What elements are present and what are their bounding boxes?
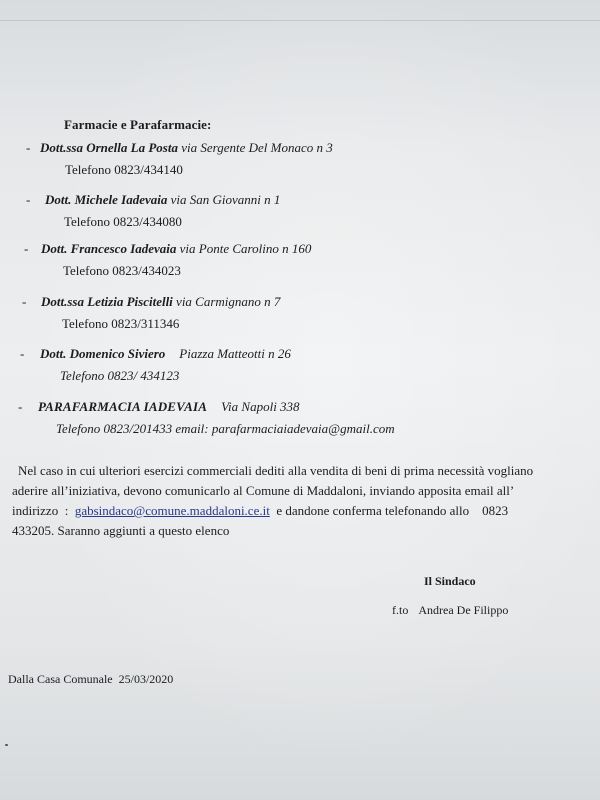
pharmacy-entry [24, 241, 311, 279]
paper-fold-line [0, 20, 600, 21]
pharmacy-phone: Telefono 0823/ 434123 [60, 368, 180, 383]
pharmacy-entry [22, 294, 280, 332]
signer-title: Il Sindaco [424, 574, 476, 588]
pharmacy-address: via Ponte Carolino n 160 [179, 241, 312, 256]
parafarmacia-entry [18, 399, 395, 437]
bullet-dash: - [20, 346, 25, 361]
place-and-date: Dalla Casa Comunale 25/03/2020 [8, 672, 174, 686]
parafarmacia-phone-email: Telefono 0823/201433 email: parafarmaciaiadevaia@gmail.com [56, 421, 395, 436]
pharmacist-name: Dott.ssa Ornella La Posta [40, 140, 178, 155]
bullet-dash: - [26, 140, 31, 155]
paper-speck [5, 744, 8, 746]
pharmacy-address: via San Giovanni n 1 [170, 192, 281, 207]
pharmacist-name: Dott. Domenico Siviero [40, 346, 166, 361]
parafarmacia-name: PARAFARMACIA IADEVAIA [38, 399, 208, 414]
paragraph-line: 433205. Saranno aggiunti a questo elenco [12, 523, 230, 538]
bullet-dash: - [24, 241, 29, 256]
parafarmacia-address: Via Napoli 338 [221, 399, 300, 414]
instructions-paragraph [12, 461, 584, 541]
pharmacist-name: Dott. Michele Iadevaia [45, 192, 168, 207]
pharmacy-address: via Sergente Del Monaco n 3 [181, 140, 333, 155]
paragraph-line: Nel caso in cui ulteriori esercizi commerciali dediti alla vendita di beni di prima necessità vogliano [18, 463, 534, 478]
pharmacy-entry [26, 140, 333, 178]
bullet-dash: - [18, 399, 23, 414]
pharmacy-phone: Telefono 0823/434140 [65, 162, 183, 177]
signature-prefix: f.to [392, 603, 409, 617]
paragraph-text: e dandone conferma telefonando allo 0823 [269, 503, 509, 518]
pharmacy-entry [26, 192, 280, 230]
pharmacist-name: Dott.ssa Letizia Piscitelli [41, 294, 173, 309]
section-heading: Farmacie e Parafarmacie: [64, 117, 212, 132]
signature-line [392, 603, 508, 618]
bullet-dash: - [26, 192, 31, 207]
pharmacy-entry [20, 346, 291, 384]
pharmacy-phone: Telefono 0823/434080 [64, 214, 182, 229]
paragraph-line-with-email [12, 501, 584, 521]
paragraph-text: indirizzo : [12, 503, 75, 518]
email-link[interactable]: gabsindaco@comune.maddaloni.ce.it [74, 503, 270, 518]
signer-name: Andrea De Filippo [418, 603, 509, 617]
pharmacy-address: Piazza Matteotti n 26 [179, 346, 291, 361]
pharmacy-address: via Carmignano n 7 [176, 294, 281, 309]
pharmacy-phone: Telefono 0823/434023 [63, 263, 181, 278]
bullet-dash: - [22, 294, 27, 309]
paragraph-line: aderire all’iniziativa, devono comunicarlo al Comune di Maddaloni, inviando apposita email all’ [12, 483, 515, 498]
pharmacy-phone: Telefono 0823/311346 [62, 316, 180, 331]
pharmacist-name: Dott. Francesco Iadevaia [41, 241, 177, 256]
